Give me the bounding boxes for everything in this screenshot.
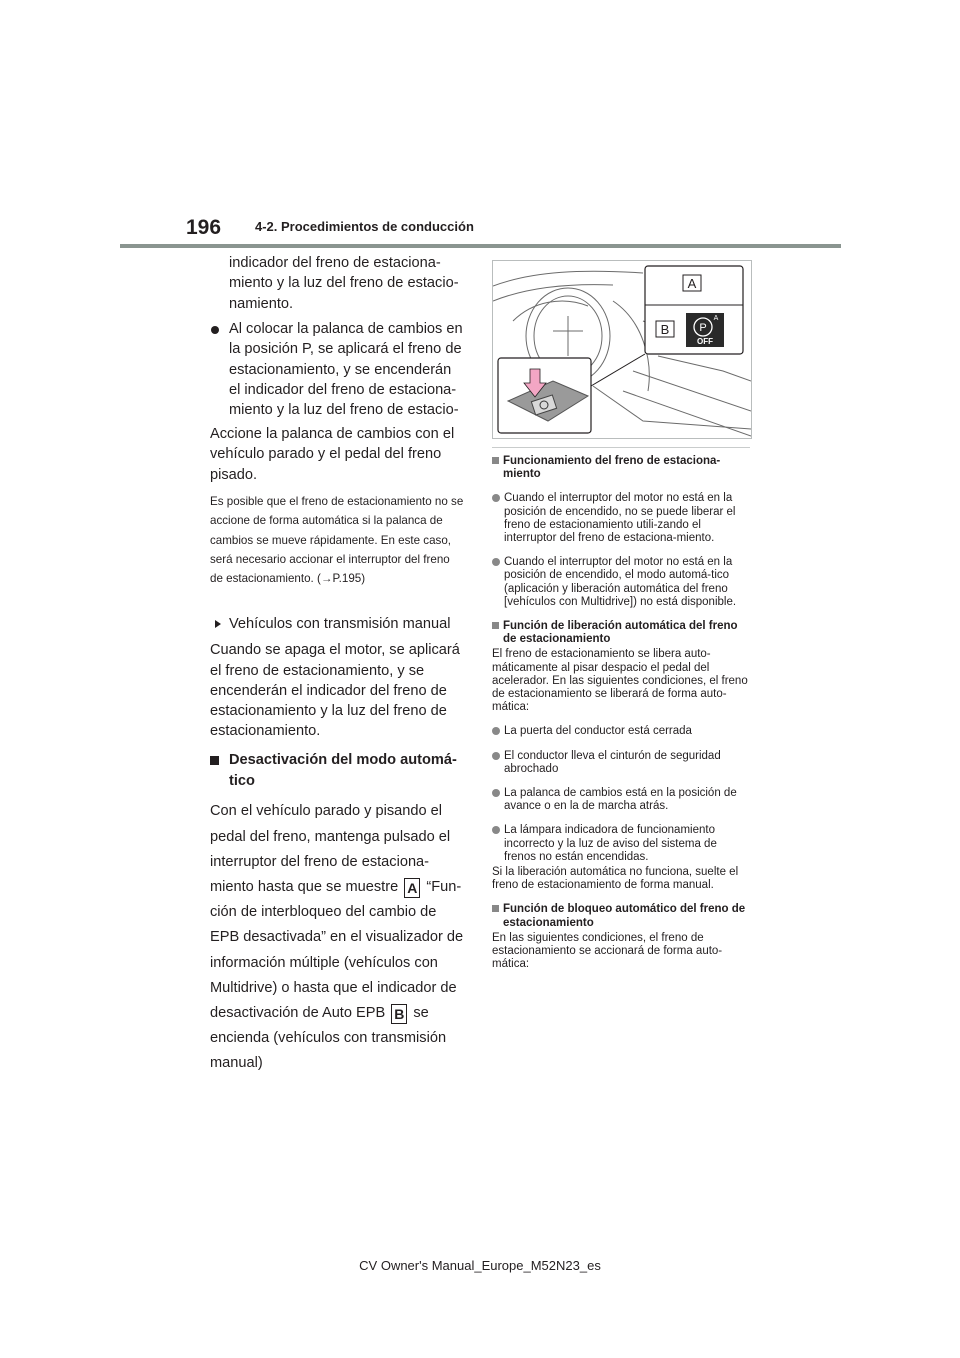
manual-heading-text: Vehículos con transmisión manual — [229, 616, 451, 632]
right-column — [492, 455, 750, 972]
deactivation-paragraph — [210, 799, 465, 1076]
deactivation-heading-text: Desactivación del modo automá-tico — [229, 752, 457, 789]
auto-lock-paragraph: En las siguientes condiciones, el freno de estacionamiento se accionará de forma auto-mática: — [492, 931, 723, 971]
bullet-text: El conductor lleva el cinturón de seguridad abrochado — [504, 749, 721, 775]
deactivation-text-1: Con el vehículo parado y pisando el pedal del freno, mantenga pulsado el interruptor del freno de estaciona-miento hasta que se muestre — [210, 803, 451, 895]
bullet-text: La lámpara indicadora de funcionamiento incorrecto y la luz de aviso del sistema de frenos no están encendidas. — [504, 824, 717, 863]
auto-release-paragraph: El freno de estacionamiento se libera auto-máticamente al pisar despacio el pedal del acelerador. En las siguientes condiciones, el freno de estacionamiento se liberará de forma auto-mática: — [492, 648, 748, 714]
bullet-icon — [492, 558, 500, 566]
label-a-badge: A — [404, 878, 420, 898]
figure-label-a: A — [687, 276, 697, 291]
manual-release-paragraph: Si la liberación automática no funciona, suelte el freno de estacionamiento de forma manual. — [492, 866, 739, 892]
manual-paragraph: Cuando se apaga el motor, se aplicará el freno de estacionamiento, y se encenderán el indicador del freno de estacionamiento y la luz del freno de estacionamiento. — [210, 642, 460, 740]
deactivation-heading — [210, 750, 465, 791]
bullet-text: Al colocar la palanca de cambios en la posición P, se aplicará el freno de estacionamiento, y se encenderán el indicador del freno de estaciona-miento y la luz del freno de estacio- — [229, 321, 463, 419]
bullet-item — [492, 492, 750, 545]
bullet-text: La palanca de cambios está en la posición de avance o en la de marcha atrás. — [504, 787, 737, 813]
figure-icon-p: P — [699, 322, 707, 334]
heading-operation — [492, 455, 750, 481]
square-icon — [492, 457, 499, 464]
bullet-item — [492, 556, 750, 609]
dashboard-illustration — [492, 260, 752, 439]
heading-auto-lock — [492, 903, 750, 929]
bullet-item — [492, 725, 750, 738]
header-rule — [120, 244, 841, 248]
bullet-icon — [492, 789, 500, 797]
page-number: 196 — [186, 216, 222, 239]
heading-operation-text: Funcionamiento del freno de estaciona-miento — [503, 455, 721, 481]
bullet-item — [492, 824, 750, 864]
triangle-icon — [215, 620, 221, 628]
bullet-text: La puerta del conductor está cerrada — [504, 725, 692, 738]
bullet-icon — [211, 326, 219, 334]
left-column — [210, 253, 465, 1077]
bullet-item — [492, 787, 750, 813]
bullet-icon — [492, 752, 500, 760]
square-icon — [210, 756, 219, 765]
deactivation-text-2: “Fun-ción de interbloqueo del cambio de EPB desactivada” en el visualizador de información múltiple (vehículos con Multidrive) o hasta que el indicador de desactivación de Auto EPB — [210, 878, 464, 1021]
paragraph-shift: Accione la palanca de cambios con el vehículo parado y el pedal del freno pisado. — [210, 426, 455, 483]
heading-auto-release — [492, 620, 750, 646]
square-icon — [492, 622, 499, 629]
bullet-icon — [492, 494, 500, 502]
figure-label-b: B — [660, 322, 670, 337]
section-title: 4-2. Procedimientos de conducción — [255, 219, 474, 234]
bullet-icon — [492, 826, 500, 834]
figure-icon-off: OFF — [697, 337, 713, 346]
bullet-icon — [492, 727, 500, 735]
bullet-text: Cuando el interruptor del motor no está en la posición de encendido, no se puede liberar el freno de estacionamiento utili-zando el interruptor del freno de estaciona-miento. — [504, 492, 736, 545]
label-b-badge: B — [391, 1004, 407, 1024]
square-icon — [492, 905, 499, 912]
note-paragraph: Es posible que el freno de estacionamiento no se accione de forma automática si la palanca de cambios se mueve rápidamente. En este caso, será necesario accionar el interruptor del freno de estacionamiento. (→P.195) — [210, 495, 464, 586]
bullet-text: Cuando el interruptor del motor no está en la posición de encendido, el modo automá-tico (aplicación y liberación automática del freno [vehículos con Multidrive]) no está disponible. — [504, 556, 737, 608]
heading-auto-release-text: Función de liberación automática del freno de estacionamiento — [503, 620, 738, 646]
footer: CV Owner's Manual_Europe_M52N23_es — [359, 1258, 601, 1273]
manual-heading — [210, 614, 465, 634]
bullet-shift-p — [210, 319, 465, 420]
dashboard-drawing — [493, 261, 751, 438]
heading-auto-lock-text: Función de bloqueo automático del freno de estacionamiento — [503, 903, 746, 929]
continued-text: indicador del freno de estaciona-miento y la luz del freno de estacio-namiento. — [229, 255, 459, 312]
bullet-item — [492, 750, 750, 776]
deactivation-text-3: se encienda (vehículos con transmisión manual) — [210, 1004, 447, 1072]
figure-icon-a: A — [713, 315, 719, 322]
figure-separator — [492, 447, 750, 448]
